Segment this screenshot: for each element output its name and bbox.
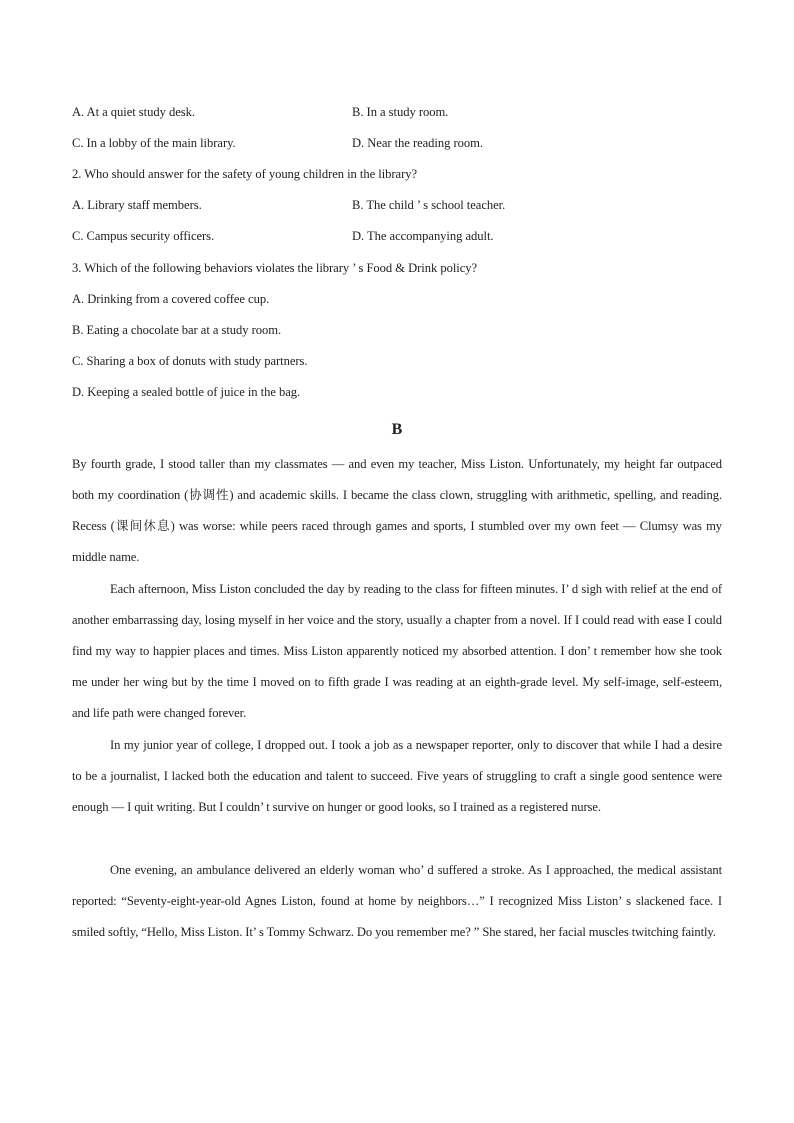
passage-paragraph-4: One evening, an ambulance delivered an elderly woman who’ d suffered a stroke. As I approached, the medical assistant reported: “Seventy-eight-year-old Agnes Liston, found at home by neighbors…” I recognized Miss Liston’ s slackened face. I smiled softly, “Hello, Miss Liston. It’ s Tommy Schwarz. Do you remember me? ” She stared, her facial muscles twitching faintly. (72, 863, 722, 939)
q1-option-d: D. Near the reading room. (352, 136, 483, 150)
q2-stem: 2. Who should answer for the safety of young children in the library? (72, 167, 418, 181)
q1-option-b: B. In a study room. (352, 105, 449, 119)
q2-option-a: A. Library staff members. (72, 198, 202, 212)
q3-stem: 3. Which of the following behaviors violates the library ’ s Food & Drink policy? (72, 261, 478, 275)
q1-option-c: C. In a lobby of the main library. (72, 136, 236, 150)
q1-option-a: A. At a quiet study desk. (72, 105, 195, 119)
q2-option-c: C. Campus security officers. (72, 229, 215, 243)
passage-paragraph-1: By fourth grade, I stood taller than my classmates — and even my teacher, Miss Liston. Unfortunately, my height far outpaced both my coordination (协调性) and academic skills. I became the class clown, struggling with arithmetic, spelling, and reading. Recess (课间休息) was worse: while peers raced through games and sports, I stumbled over my own feet — Clumsy was my middle name. (72, 457, 722, 564)
q2-option-d: D. The accompanying adult. (352, 229, 494, 243)
section-b-title: B (391, 421, 403, 438)
passage-paragraph-3: In my junior year of college, I dropped out. I took a job as a newspaper reporter, only to discover that while I had a desire to be a journalist, I lacked both the education and talent to succeed. Five years of struggling to craft a single good sentence were enough — I quit writing. But I couldn’ t survive on hunger or good looks, so I trained as a registered nurse. (72, 738, 722, 814)
q2-option-b: B. The child ’ s school teacher. (352, 198, 506, 212)
q3-option-d: D. Keeping a sealed bottle of juice in the bag. (72, 385, 301, 399)
q3-option-c: C. Sharing a box of donuts with study partners. (72, 354, 308, 368)
q3-option-b: B. Eating a chocolate bar at a study room. (72, 323, 282, 337)
q3-option-a: A. Drinking from a covered coffee cup. (72, 292, 270, 306)
passage-paragraph-2: Each afternoon, Miss Liston concluded the day by reading to the class for fifteen minutes. I’ d sigh with relief at the end of another embarrassing day, losing myself in her voice and the story, usually a chapter from a novel. If I could read with ease I could find my way to happier places and times. Miss Liston apparently noticed my absorbed attention. I don’ t remember how she took me under her wing but by the time I moved on to fifth grade I was reading at an eighth-grade level. My self-image, self-esteem, and life path were changed forever. (72, 582, 722, 720)
